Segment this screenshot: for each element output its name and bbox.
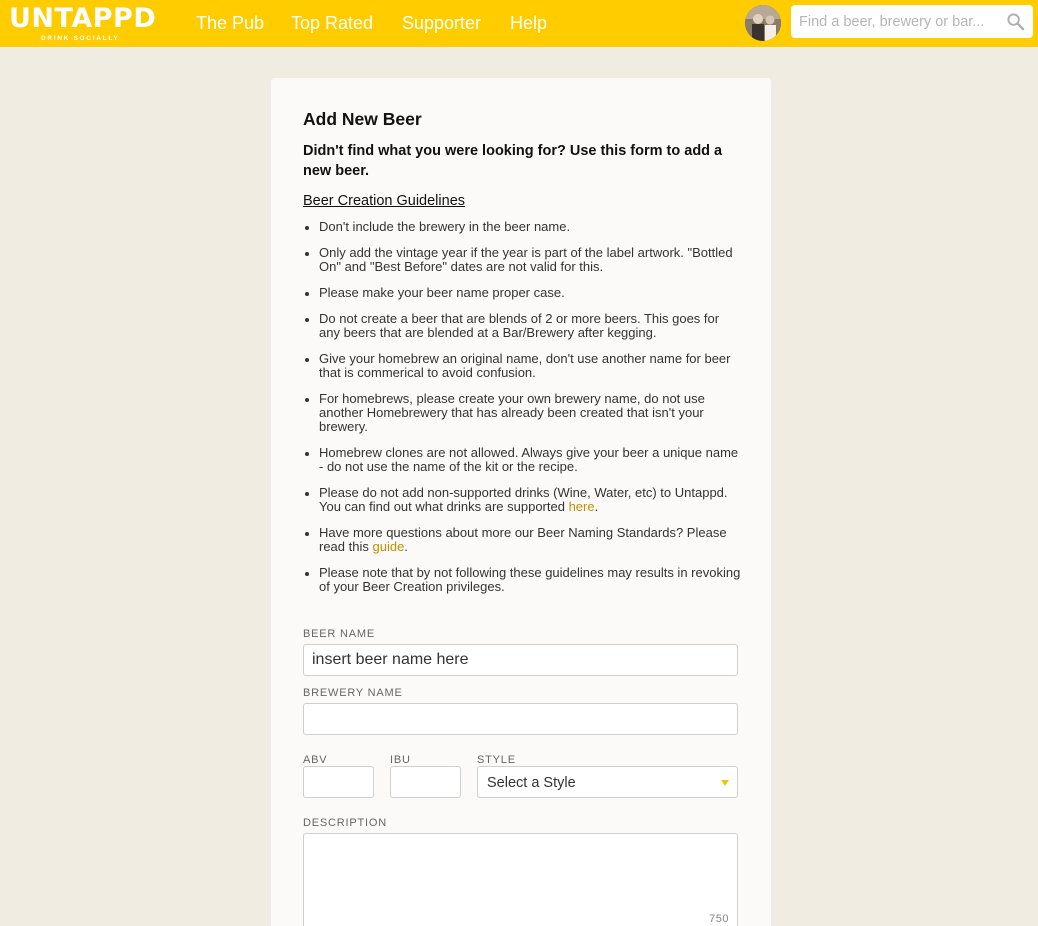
description-textarea[interactable] — [303, 833, 738, 926]
guideline-item: Do not create a beer that are blends of 2 or more beers. This goes for any beers that are blended at a Bar/Brewery after kegging. — [303, 312, 743, 340]
ibu-input[interactable] — [390, 766, 461, 798]
style-select[interactable] — [477, 766, 738, 798]
beer-name-label: BEER NAME — [303, 628, 375, 640]
avatar-image — [745, 5, 781, 41]
page-title: Add New Beer — [303, 109, 422, 129]
guideline-item: Please do not add non-supported drinks (Wine, Water, etc) to Untappd. You can find out what drinks are supported here. — [303, 486, 743, 514]
user-avatar[interactable] — [745, 5, 781, 41]
guidelines-title: Beer Creation Guidelines — [303, 193, 466, 209]
guideline-item: Only add the vintage year if the year is part of the label artwork. "Bottled On" and "Best Before" dates are not valid for this. — [303, 246, 743, 274]
search-icon[interactable] — [1006, 12, 1025, 31]
form-intro: Didn't find what you were looking for? Use this form to add a new beer. — [303, 143, 723, 179]
naming-guide-link[interactable]: guide — [372, 539, 405, 554]
guideline-item: Please make your beer name proper case. — [303, 286, 743, 300]
ibu-label: IBU — [390, 754, 411, 766]
nav-the-pub[interactable]: The Pub — [196, 13, 265, 33]
abv-input[interactable] — [303, 766, 374, 798]
abv-label: ABV — [303, 754, 328, 766]
description-label: DESCRIPTION — [303, 817, 387, 829]
style-label: STYLE — [477, 754, 516, 766]
brewery-name-input[interactable] — [303, 703, 738, 735]
nav-supporter[interactable]: Supporter — [402, 13, 482, 33]
nav-top-rated[interactable]: Top Rated — [291, 13, 374, 33]
guideline-item: Give your homebrew an original name, don't use another name for beer that is commerical to avoid confusion. — [303, 352, 743, 380]
nav-help[interactable]: Help — [510, 13, 548, 33]
guideline-item: For homebrews, please create your own brewery name, do not use another Homebrewery that has already been created that isn't your brewery. — [303, 392, 743, 434]
search-input[interactable] — [791, 5, 1033, 38]
description-char-count: 750 — [709, 913, 729, 925]
style-selected-value: Select a Style — [487, 775, 576, 791]
untappd-logo[interactable] — [9, 2, 159, 44]
add-beer-card — [271, 78, 771, 926]
beer-name-input[interactable] — [303, 644, 738, 676]
guideline-item: Please note that by not following these guidelines may results in revoking of your Beer Creation privileges. — [303, 566, 743, 594]
logo-tagline: DRINK SOCIALLY — [41, 35, 120, 42]
guideline-item: Homebrew clones are not allowed. Always give your beer a unique name - do not use the name of the kit or the recipe. — [303, 446, 743, 474]
top-nav-bar — [0, 0, 1038, 47]
guidelines-list — [303, 220, 743, 606]
chevron-down-icon — [721, 780, 729, 786]
guideline-item: Have more questions about more our Beer Naming Standards? Please read this guide. — [303, 526, 743, 554]
logo-wordmark: UNTAPPD — [9, 3, 157, 34]
brewery-name-label: BREWERY NAME — [303, 687, 403, 699]
search-box — [791, 5, 1033, 38]
guideline-item: Don't include the brewery in the beer name. — [303, 220, 743, 234]
supported-drinks-link[interactable]: here — [568, 499, 595, 514]
